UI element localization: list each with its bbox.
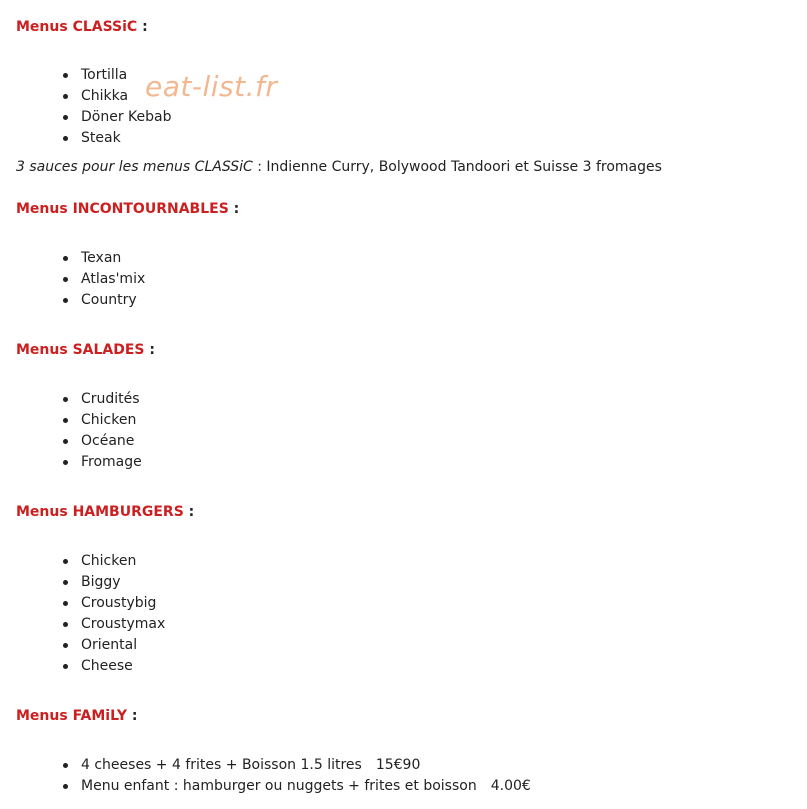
list-item: Chicken — [81, 410, 142, 431]
heading-text: Menus FAMiLY — [16, 708, 127, 724]
section-heading-salades: Menus SALADES : — [16, 342, 155, 358]
item-price: 4.00€ — [490, 778, 531, 794]
family-list — [16, 755, 531, 797]
classic-sauces-note — [16, 157, 662, 178]
watermark-logo: eat-list.fr — [145, 70, 278, 103]
list-item: Steak — [81, 128, 172, 149]
heading-text: Menus SALADES — [16, 342, 145, 358]
item-price: 15€90 — [375, 757, 421, 773]
list-item: Atlas'mix — [81, 269, 145, 290]
list-item: Texan — [81, 248, 145, 269]
list-item: Chikka — [81, 86, 172, 107]
item-label: Menu enfant : hamburger ou nuggets + frites et boisson — [81, 778, 477, 794]
list-item: Croustymax — [81, 614, 165, 635]
list-item: Biggy — [81, 572, 165, 593]
list-item — [81, 755, 531, 776]
list-item: Crudités — [81, 389, 142, 410]
section-heading-classic: Menus CLASSiC : — [16, 19, 148, 35]
salades-list — [16, 389, 142, 473]
list-item: Croustybig — [81, 593, 165, 614]
list-item: Oriental — [81, 635, 165, 656]
heading-text: Menus CLASSiC — [16, 19, 138, 35]
section-heading-family: Menus FAMiLY : — [16, 708, 138, 724]
incontournables-list — [16, 248, 145, 311]
hamburgers-list — [16, 551, 165, 677]
list-item: Océane — [81, 431, 142, 452]
item-label: 4 cheeses + 4 frites + Boisson 1.5 litres — [81, 757, 362, 773]
list-item: Cheese — [81, 656, 165, 677]
list-item: Fromage — [81, 452, 142, 473]
list-item: Tortilla — [81, 65, 172, 86]
note-rest: : Indienne Curry, Bolywood Tandoori et Suisse 3 fromages — [252, 159, 662, 175]
section-heading-incontournables: Menus INCONTOURNABLES : — [16, 201, 240, 217]
heading-text: Menus INCONTOURNABLES — [16, 201, 229, 217]
list-item: Döner Kebab — [81, 107, 172, 128]
section-heading-hamburgers: Menus HAMBURGERS : — [16, 504, 195, 520]
note-lead: 3 sauces pour les menus CLASSiC — [16, 159, 253, 175]
list-item — [81, 776, 531, 797]
heading-text: Menus HAMBURGERS — [16, 504, 184, 520]
list-item: Country — [81, 290, 145, 311]
list-item: Chicken — [81, 551, 165, 572]
